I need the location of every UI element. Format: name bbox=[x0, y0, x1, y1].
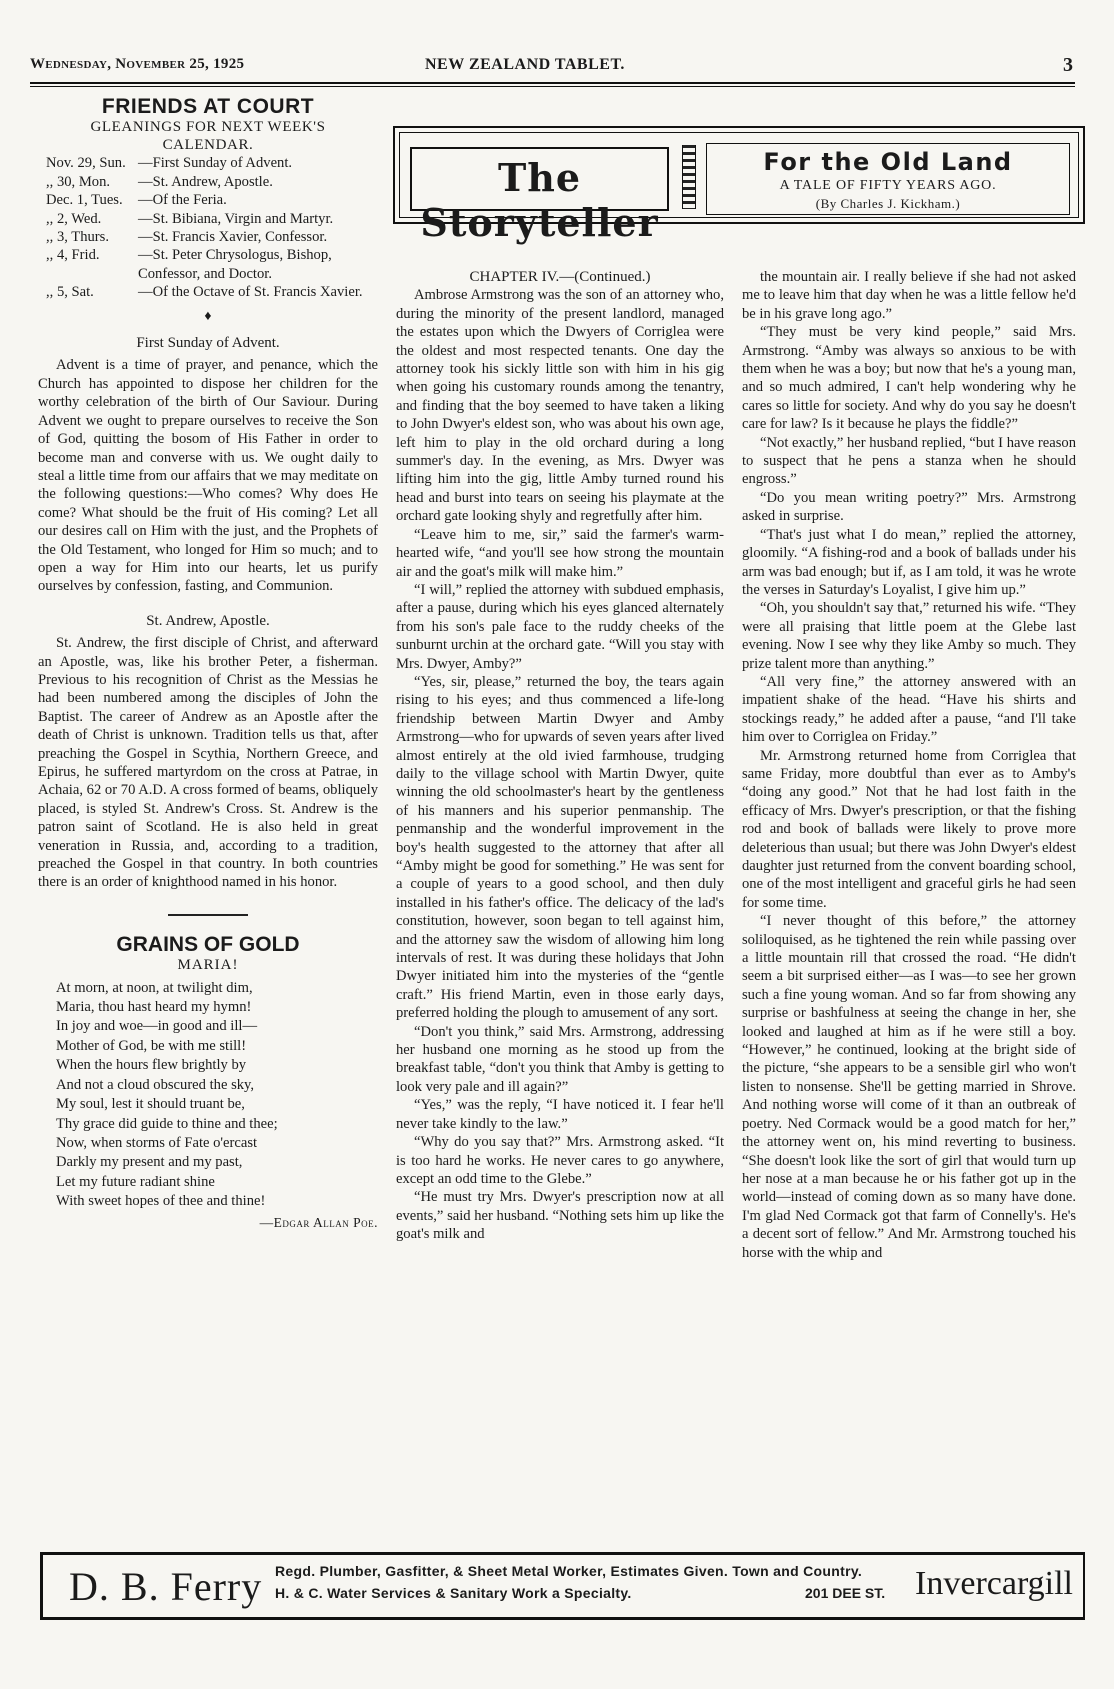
header-rule bbox=[30, 82, 1075, 84]
header-date: Wednesday, November 25, 1925 bbox=[30, 56, 245, 72]
story-paragraph: “I will,” replied the attorney with subdued emphasis, after a pause, during which his eyes glanced alternately from his son's pale face to the ruddy cheeks of the sunburnt urchin at the orchard gate. “Will you stay with Mrs. Dwyer, Amby?” bbox=[396, 581, 724, 672]
poem-line: Now, when storms of Fate o'ercast bbox=[56, 1134, 258, 1151]
story-paragraph: “Leave him to me, sir,” said the farmer's warm-hearted wife, “and you'll see how strong the mountain air and the goat's milk will make him.” bbox=[396, 526, 724, 580]
poem-line: With sweet hopes of thee and thine! bbox=[56, 1193, 266, 1210]
header-rule-thin bbox=[30, 86, 1075, 87]
story-paragraph: “Yes, sir, please,” returned the boy, the tears again rising to his eyes; and thus commenced a life-long friendship between Martin Dwyer and Amby Armstrong—who for upwards of seven years after lived almost entirely at the old ivied farmhouse, trudging daily to the village school with Martin Dwyer, quite winning the old schoolmaster's heart by the gentleness of his manners and his superior penmanship. The penmanship and the wonderful improvement in the boy's health suggested to the attorney that after all “Amby might be good for something.” He was sent for a couple of years to a good school, and then duly installed in his father's office. The delicacy of the lad's constitution, however, soon began to tell against him, and the attorney saw the wisdom of allowing him long intervals of rest. It was during these holidays that John Dwyer initiated him into the mysteries of the “gentle craft.” His friend Martin, even in those early days, preferred holding the plough to amusement of any sort. bbox=[396, 673, 724, 1022]
story-title-box bbox=[706, 143, 1070, 215]
calendar-list bbox=[38, 154, 378, 301]
poem-line: At morn, at noon, at twilight dim, bbox=[56, 979, 253, 996]
calendar-entry: —St. Andrew, Apostle. bbox=[138, 173, 273, 190]
story-subtitle: A TALE OF FIFTY YEARS AGO. bbox=[779, 178, 997, 193]
story-text-2 bbox=[742, 268, 1076, 1262]
grains-title: GRAINS OF GOLD bbox=[116, 932, 300, 956]
andrew-heading: St. Andrew, Apostle. bbox=[146, 612, 270, 629]
story-paragraph: “Why do you say that?” Mrs. Armstrong asked. “It is too hard he works. He never cares to go anywhere, except an odd time to the Glebe.” bbox=[396, 1134, 724, 1187]
calendar-entry: —St. Peter Chrysologus, Bishop, Confessor, and Doctor. bbox=[138, 247, 332, 282]
poem-line: When the hours flew brightly by bbox=[56, 1057, 247, 1074]
chapter-heading: CHAPTER IV.—(Continued.) bbox=[469, 269, 651, 285]
story-paragraph: “Oh, you shouldn't say that,” returned his wife. “They were all praising that little poem at the Glebe last evening. Now I see why they like Amby so much. They prize talent more than anything.” bbox=[742, 600, 1076, 672]
poem-body bbox=[38, 979, 378, 1212]
ad-business-name: D. B. Ferry bbox=[69, 1564, 263, 1609]
calendar-day: ,, 4, Frid. bbox=[46, 247, 100, 264]
story-paragraph: “Do you mean writing poetry?” Mrs. Armstrong asked in surprise. bbox=[742, 489, 1076, 525]
page-header bbox=[30, 50, 1075, 80]
story-paragraph: “All very fine,” the attorney answered with an impatient shake of the head. “Have his shirts and stockings ready,” he added after a pause, “and I'll take him over to Corriglea on Friday.” bbox=[742, 673, 1076, 746]
ornament-column-icon bbox=[682, 145, 696, 209]
banner-inner-frame bbox=[399, 132, 1079, 245]
story-paragraph: “Not exactly,” her husband replied, “but I have reason to suspect that he pens a stanza when he should engross.” bbox=[742, 434, 1076, 488]
calendar-day: ,, 30, Mon. bbox=[46, 173, 111, 190]
ad-address: 201 DEE ST. bbox=[805, 1585, 886, 1601]
calendar-subtitle: CALENDAR. bbox=[162, 137, 254, 154]
calendar-entry: —First Sunday of Advent. bbox=[138, 155, 293, 172]
andrew-text: St. Andrew, the first disciple of Christ, and afterward an Apostle, was, like his brother Peter, a fisherman. Previous to his recognition of Christ as the Messias he had been numbered among the disciples of John the Baptist. The career of Andrew as an Apostle after the death of Christ is unknown. Tradition tells us that, after preaching the Gospel in Scythia, Northern Greece, and Epirus, he suffered martyrdom on the cross at Patrae, in Achaia, 62 or 70 A.D. A cross formed of beams, obliquely placed, is styled St. Andrew's Cross. St. Andrew is the patron saint of Scotland. He is also held in great veneration in Russia, and, according to a tradition, preached the Gospel in that country. In both countries there is an order of knighthood named in his honor. bbox=[38, 635, 378, 891]
story-paragraph: “They must be very kind people,” said Mrs. Armstrong. “Amby was always so anxious to be with them when he was a boy; but now that he's a young man, and so much admired, I can't help wondering why he cares so little for society. And why do you say he doesn't care for law? Is it because he plays the fiddle?” bbox=[742, 324, 1076, 433]
story-paragraph: Mr. Armstrong returned home from Corriglea that same Friday, more doubtful than ever as to Amby's “doing any good.” Not that he had lost faith in the efficacy of Mrs. Dwyer's prescription, or that the fishing rod and book of ballads were likely to prove more deleterious than usual; but there was John Dwyer's eldest daughter just returned from the convent boarding school, one of the most intelligent and graceful girls he had seen for some time. bbox=[742, 747, 1076, 911]
poem-author: —Edgar Allan Poe. bbox=[259, 1214, 378, 1230]
column-calendar bbox=[38, 95, 378, 1232]
friends-title: FRIENDS AT COURT bbox=[101, 95, 315, 118]
poem-line: Let my future radiant shine bbox=[56, 1173, 215, 1190]
story-paragraph: “Don't you think,” said Mrs. Armstrong, addressing her husband one morning as he stood up from the breakfast table, “don't you think that Amby is getting to look very pale and ill again?” bbox=[396, 1023, 724, 1095]
poem-line: In joy and woe—in good and ill— bbox=[56, 1018, 258, 1035]
calendar-row bbox=[38, 210, 378, 228]
column-story-2 bbox=[742, 268, 1076, 1262]
calendar-row bbox=[38, 191, 378, 209]
storyteller-label-box bbox=[410, 147, 669, 245]
story-paragraph: “He must try Mrs. Dwyer's prescription now at all events,” said her husband. “Nothing sets him up like the goat's milk and bbox=[396, 1189, 724, 1243]
story-paragraph: “I never thought of this before,” the attorney soliloquised, as he tightened the rein while passing over a little mountain rill that crossed the road. “He didn't seem a bit surprised either—as I was—to see her grown such a fine young woman. And so far from showing any surprise or bashfulness at seeing the change in her, she looked and laughed at him as if he were still a boy. “However,” he continued, looking at the bright side of the picture, “she appears to be a sensible girl who won't listen to nonsense. She'll be getting married in Shrove. And nothing worse will come of it than an outbreak of poetry. Ned Cormack would be a good match for her,” the attorney went on, his mind reverting to business. “She doesn't look like the sort of girl that would turn up her nose at a man because he or his father got up in the world—instead of coming down as so many have done. I'm glad Ned Cormack got that farm of Connelly's. He's a decent sort of fellow.” And Mr. Armstrong touched his horse with the whip and bbox=[742, 913, 1076, 1261]
calendar-entry: —St. Bibiana, Virgin and Martyr. bbox=[138, 210, 334, 227]
story-author: (By Charles J. Kickham.) bbox=[815, 196, 961, 211]
calendar-entry: —Of the Feria. bbox=[138, 192, 227, 209]
poem-line: My soul, lest it should truant be, bbox=[56, 1096, 245, 1113]
ad-services-line: Regd. Plumber, Gasfitter, & Sheet Metal Worker, Estimates Given. Town and Country. bbox=[275, 1563, 863, 1579]
page-number: 3 bbox=[1063, 54, 1073, 76]
poem-line: Mother of God, be with me still! bbox=[56, 1037, 247, 1054]
story-title: For the Old Land bbox=[763, 148, 1013, 176]
poem-line: Darkly my present and my past, bbox=[56, 1154, 243, 1171]
calendar-day: ,, 2, Wed. bbox=[46, 210, 102, 227]
calendar-entry: —St. Francis Xavier, Confessor. bbox=[138, 229, 328, 246]
advent-text: Advent is a time of prayer, and penance, which the Church has appointed to dispose her children for the worthy celebration of the birth of Our Saviour. During Advent we ought to prepare ourselves to receive the Son of God, quitting the bosom of His Father in order to become man and converse with us. We ought daily to steal a little time from our affairs that we may meditate on the following questions:—Who comes? Why does He come? What should be the fruit of His coming? Let all our desires call on Him with the just, and the Prophets of the Old Testament, who longed for Him so much; and to open a way for Him into our hearts, let us purify ourselves by confession, fasting, and Communion. bbox=[38, 357, 378, 595]
story-paragraph: “That's just what I do mean,” replied the attorney, gloomily. “A fishing-rod and a book of ballads under his arm was bad enough; but if, as I am told, it was he wrote the verses in Saturday's Loyalist, I give him up.” bbox=[742, 526, 1076, 598]
column-story-1 bbox=[396, 268, 724, 1244]
calendar-day: Nov. 29, Sun. bbox=[46, 155, 126, 172]
ad-specialty-line: H. & C. Water Services & Sanitary Work a Specialty. bbox=[275, 1585, 632, 1601]
story-text-1 bbox=[396, 286, 724, 1243]
story-paragraph: the mountain air. I really believe if she had not asked me to leave him that day when he was a little fellow he'd be in his grave long ago.” bbox=[742, 269, 1076, 322]
gleanings-subtitle: GLEANINGS FOR NEXT WEEK'S bbox=[90, 119, 326, 136]
header-publication: NEW ZEALAND TABLET. bbox=[425, 56, 625, 73]
calendar-row bbox=[38, 228, 378, 246]
poem-line: Thy grace did guide to thine and thee; bbox=[56, 1115, 278, 1132]
advertisement bbox=[40, 1552, 1085, 1620]
poem-line: And not a cloud obscured the sky, bbox=[56, 1076, 255, 1093]
ad-town: Invercargill bbox=[915, 1565, 1073, 1602]
story-paragraph: Ambrose Armstrong was the son of an attorney who, during the minority of the present landlord, managed the estates upon which the Dwyers of Corriglea were the oldest and most respected tenants. One day the attorney took his sickly little son with him in his gig when going his customary rounds among the tenantry, and finding that the boy seemed to have taken a liking to John Dwyer's eldest son, who was about his own age, left him to play in the old orchard during a long summer's day. In the evening, as Mrs. Dwyer was lifting him into the gig, little Amby turned round his head and burst into tears on seeing his playmate at the orchard gate looking shyly and regretfully after him. bbox=[396, 287, 724, 525]
calendar-day: ,, 5, Sat. bbox=[46, 284, 94, 301]
poem-line: Maria, thou hast heard my hymn! bbox=[56, 999, 252, 1016]
calendar-day: Dec. 1, Tues. bbox=[46, 192, 123, 209]
section-divider bbox=[168, 914, 248, 916]
advent-heading: First Sunday of Advent. bbox=[136, 335, 280, 352]
calendar-entry: —Of the Octave of St. Francis Xavier. bbox=[138, 284, 363, 301]
calendar-day: ,, 3, Thurs. bbox=[46, 229, 109, 246]
poem-title: MARIA! bbox=[177, 957, 239, 974]
calendar-row bbox=[38, 154, 378, 172]
calendar-row bbox=[38, 283, 378, 301]
ornament-icon: ♦ bbox=[204, 308, 212, 324]
story-paragraph: “Yes,” was the reply, “I have noticed it. I fear he'll never take kindly to the law.” bbox=[396, 1097, 724, 1132]
storyteller-banner bbox=[393, 126, 1085, 245]
calendar-row bbox=[38, 173, 378, 191]
calendar-row bbox=[38, 246, 378, 283]
storyteller-title: The Storyteller bbox=[420, 155, 659, 245]
